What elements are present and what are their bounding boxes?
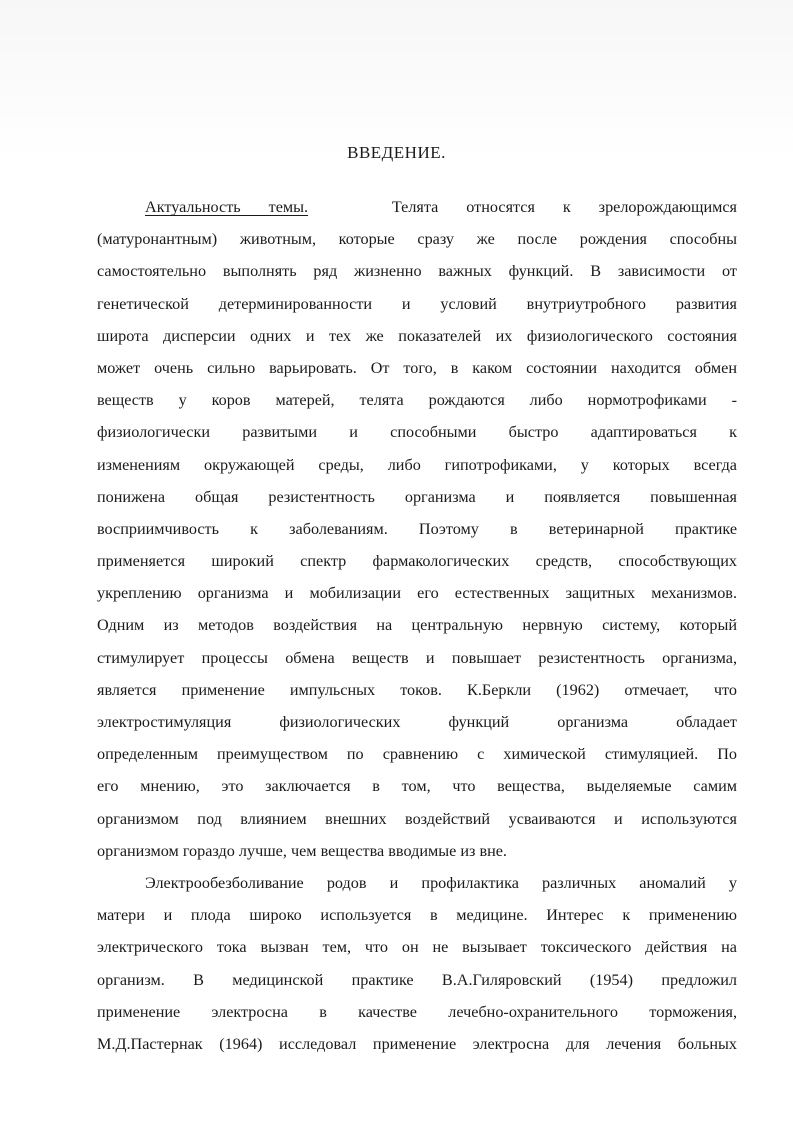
text-line: изменениям окружающей среды, либо гипотрофиками, у которых всегда [97,455,737,474]
text-line: его мнению, это заключается в том, что вещества, выделяемые самим [97,777,737,796]
text-line: является применение импульсных токов. К.Беркли (1962) отмечает, что [97,680,737,699]
text-line: Электрообезболивание родов и профилактика различных аномалий у [145,874,737,892]
section-heading: Актуальность темы. [145,198,309,216]
text-line: электрического тока вызван тем, что он не вызывает токсического действия на [97,938,737,957]
text-line: определенным преимуществом по сравнению с химической стимуляцией. По [97,745,737,764]
text-line: понижена общая резистентность организма и появляется повышенная [97,487,737,506]
text-line: (матуронантным) животным, которые сразу же после рождения способны [97,230,737,249]
text-line: организм. В медицинской практике В.А.Гиляровский (1954) предложил [97,970,737,989]
text-line: организмом гораздо лучше, чем вещества вводимые из вне. [97,841,507,860]
text-line: Актуальность темы. Телята относятся к зрелорождающимся [145,198,737,216]
text-line: генетической детерминированности и условий внутриутробного развития [97,294,737,313]
text-line: матери и плода широко используется в медицине. Интерес к применению [97,906,737,925]
text-line: М.Д.Пастернак (1964) исследовал применение электросна для лечения больных [97,1034,737,1053]
text-line: веществ у коров матерей, телята рождаются либо нормотрофиками - [97,391,737,410]
text-line: Одним из методов воздействия на центральную нервную систему, который [97,616,737,635]
text-line: самостоятельно выполнять ряд жизненно важных функций. В зависимости от [97,262,737,281]
text-line: организмом под влиянием внешних воздействий усваиваются и используются [97,809,737,828]
text-line: применение электросна в качестве лечебно-охранительного торможения, [97,1002,737,1021]
paragraph-relevance [97,191,737,867]
text-line: стимулирует процессы обмена веществ и повышает резистентность организма, [97,648,737,667]
text-line: широта дисперсии одних и тех же показателей их физиологического состояния [97,326,737,345]
paragraph-electro-anesthesia [97,867,737,1060]
page-title: ВВЕДЕНИЕ. [347,143,446,162]
text-line: физиологически развитыми и способными быстро адаптироваться к [97,423,737,442]
text-line: может очень сильно варьировать. От того, в каком состоянии находится обмен [97,358,737,377]
text-line: восприимчивость к заболеваниям. Поэтому в ветеринарной практике [97,519,737,538]
text-line: применяется широкий спектр фармакологических средств, способствующих [97,552,737,571]
text-line: электростимуляция физиологических функций организма обладает [97,713,737,731]
text-line: укреплению организма и мобилизации его естественных защитных механизмов. [97,584,737,603]
